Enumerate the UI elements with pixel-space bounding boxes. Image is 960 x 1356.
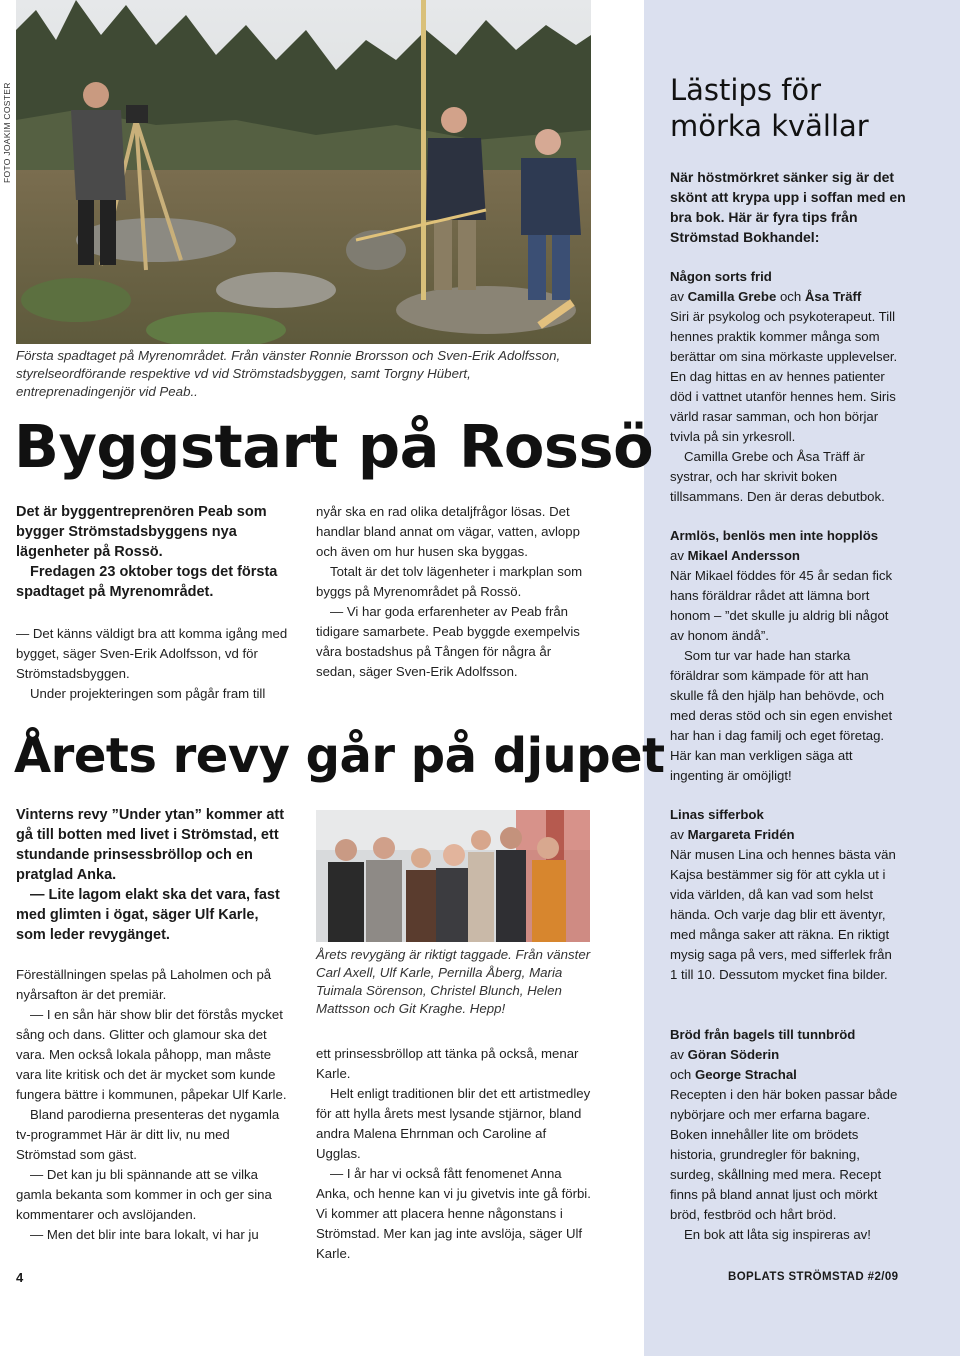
book-title: Linas sifferbok: [670, 807, 764, 822]
body-paragraph: — Det känns väldigt bra att komma igång med bygget, säger Sven-Erik Adolfsson, vd för Strömstadsbyggen.: [16, 626, 288, 681]
book-description: Camilla Grebe och Åsa Träff är systrar, och har skrivit boken tillsammans. Den är deras debutbok.: [670, 449, 885, 504]
author-prefix: och: [670, 1067, 695, 1082]
body-paragraph: — I en sån här show blir det förstås mycket sång och dans. Glitter och glamour ska det vara. Men också lokala påhopp, man måste vara lite kritisk och det är mycket som kunde fungera bättre i kommunen, påpekar Ulf Karle.: [16, 1007, 287, 1102]
book-description: Recepten i den här boken passar både nybörjare och mer erfarna bagare. Boken innehåller lite om brödets historia, grundregler för bakning, surdeg, skållning med mera. Recept finns på bland annat ljust och mörkt bröd, festbröd och hårt bröd.: [670, 1087, 898, 1222]
book-author: Mikael Andersson: [687, 548, 800, 563]
book-tip: [670, 805, 902, 985]
author-prefix: av: [670, 827, 688, 842]
book-author: George Strachal: [694, 1067, 797, 1082]
lede-paragraph: Vinterns revy ”Under ytan” kommer att gå till botten med livet i Strömstad, ett stundande prinsessbröllop och en pratglad Anka.: [16, 807, 285, 883]
page-number: 4: [16, 1270, 24, 1285]
book-title: Bröd från bagels till tunnbröd: [670, 1027, 856, 1042]
body-paragraph: Bland parodierna presenteras det nygamla tv-programmet Här är ditt liv, nu med Strömstad som gäst.: [16, 1107, 280, 1162]
book-tip: [670, 267, 902, 507]
photo-credit: FOTO JOAKIM COSTER: [2, 82, 12, 183]
sidebar-title-line: Lästips för: [670, 73, 822, 107]
book-author-line: [670, 1065, 902, 1085]
book-tip: [670, 526, 902, 786]
body-paragraph: ett prinsessbröllop att tänka på också, menar Karle.: [316, 1046, 579, 1081]
body-paragraph: — Men det blir inte bara lokalt, vi har ju: [30, 1227, 259, 1242]
author-prefix: av: [670, 548, 688, 563]
article-body-column: [316, 1044, 592, 1264]
article-headline: Byggstart på Rossö: [14, 412, 654, 481]
article-body-column: [316, 502, 592, 682]
book-description: En bok att låta sig inspireras av!: [684, 1227, 871, 1242]
groundbreaking-photo: [16, 0, 591, 344]
body-paragraph: — I år har vi också fått fenomenet Anna Anka, och henne kan vi ju givetvis inte gå förbi. Vi kommer att placera henne någonstans i Strömstad. Mer kan jag inte avslöja, säger Ulf Karle.: [316, 1166, 591, 1261]
body-paragraph: — Vi har goda erfarenheter av Peab från tidigare samarbete. Peab byggde exempelvis våra bostadshus på Tången för några år sedan, säger Sven-Erik Adolfsson.: [316, 604, 580, 679]
book-author: Åsa Träff: [804, 289, 862, 304]
book-author: Göran Söderin: [687, 1047, 780, 1062]
body-paragraph: Helt enligt traditionen blir det ett artistmedley för att hylla årets mest lysande stjärnor, bland andra Malena Ehrnman och Caroline af Ugglas.: [316, 1086, 591, 1161]
article-lede: [16, 805, 292, 945]
book-tip: [670, 1025, 902, 1245]
revue-group-photo: [316, 810, 590, 942]
book-author-line: [670, 825, 902, 845]
author-joiner: och: [776, 289, 805, 304]
book-author-line: [670, 546, 902, 566]
article-lede: [16, 502, 292, 602]
sidebar-title-line: mörka kvällar: [670, 109, 869, 143]
photo-caption: Årets revygäng är riktigt taggade. Från vänster Carl Axell, Ulf Karle, Pernilla Åberg, Maria Tuimala Sörenson, Christel Blunch, Helen Mattsson och Git Kraghe. Hepp!: [316, 947, 591, 1016]
book-author: Camilla Grebe: [687, 289, 777, 304]
book-description: Som tur var hade han starka föräldrar som kämpade för att han skulle få den hjälp han behövde, och med deras stöd och sin egen envishet har han i dag familj och eget företag. Här kan man verkligen säga att ingenting är omöjligt!: [670, 648, 893, 783]
lede-paragraph: Det är byggentreprenören Peab som bygger Strömstadsbyggens nya lägenheter på Rossö.: [16, 504, 267, 560]
book-author-line: [670, 287, 902, 307]
book-description: När musen Lina och hennes bästa vän Kajsa bestämmer sig för att cykla ut i vida världen, då kan vad som helst hända. Och varje dag blir ett äventyr, med många saker att räkna. En riktigt mysig saga på vers, med sifferlek från 1 till 10. Dessutom mycket fina bilder.: [670, 847, 896, 982]
lede-paragraph: — Lite lagom elakt ska det vara, fast med glimten i ögat, säger Ulf Karle, som leder revygänget.: [16, 887, 280, 943]
body-paragraph: — Det kan ju bli spännande att se vilka gamla bekanta som kommer in och ger sina kommentarer och avslöjanden.: [16, 1167, 272, 1222]
book-author: Margareta Fridén: [687, 827, 795, 842]
body-paragraph: nyår ska en rad olika detaljfrågor lösas. Det handlar bland annat om vägar, vatten, avlopp och även om hur husen ska byggas.: [316, 504, 580, 559]
sidebar-title: [670, 72, 869, 144]
sidebar-intro: När höstmörkret sänker sig är det skönt att krypa upp i soffan med en bra bok. Här är fyra tips från Strömstad Bokhandel:: [670, 169, 906, 245]
author-prefix: av: [670, 1047, 688, 1062]
magazine-issue: BOPLATS STRÖMSTAD #2/09: [728, 1271, 899, 1283]
article-body-column: [16, 624, 292, 704]
body-paragraph: Under projekteringen som pågår fram till: [30, 686, 266, 701]
book-title: Någon sorts frid: [670, 269, 772, 284]
body-paragraph: Totalt är det tolv lägenheter i markplan som byggs på Myrenområdet på Rossö.: [316, 564, 583, 599]
book-author-line: [670, 1045, 902, 1065]
book-description: Siri är psykolog och psykoterapeut. Till hennes praktik kommer många som berättar om sina mörkaste upplevelser. En dag hittas en av hennes patienter död i vattnet utanför hennes hem. Siris värld rasar samman, och hon börjar tvivla på sin yrkesroll.: [670, 309, 898, 444]
article-body-column: [16, 965, 292, 1245]
lede-paragraph: Fredagen 23 oktober togs det första spadtaget på Myrenområdet.: [16, 564, 278, 600]
photo-caption: Första spadtaget på Myrenområdet. Från vänster Ronnie Brorsson och Sven-Erik Adolfsson, styrelseordförande respektive vd vid Strömstadsbyggen, samt Torgny Hübert, entreprenadingenjör vid Peab..: [16, 348, 561, 399]
book-title: Armlös, benlös men inte hopplös: [670, 528, 879, 543]
article-headline: Årets revy går på djupet: [14, 728, 665, 784]
book-description: När Mikael föddes för 45 år sedan fick hans föräldrar rådet att lämna bort honom – ”det skulle ju aldrig bli något av honom ändå”.: [670, 568, 893, 643]
author-prefix: av: [670, 289, 688, 304]
body-paragraph: Föreställningen spelas på Laholmen och på nyårsafton är det premiär.: [16, 967, 272, 1002]
